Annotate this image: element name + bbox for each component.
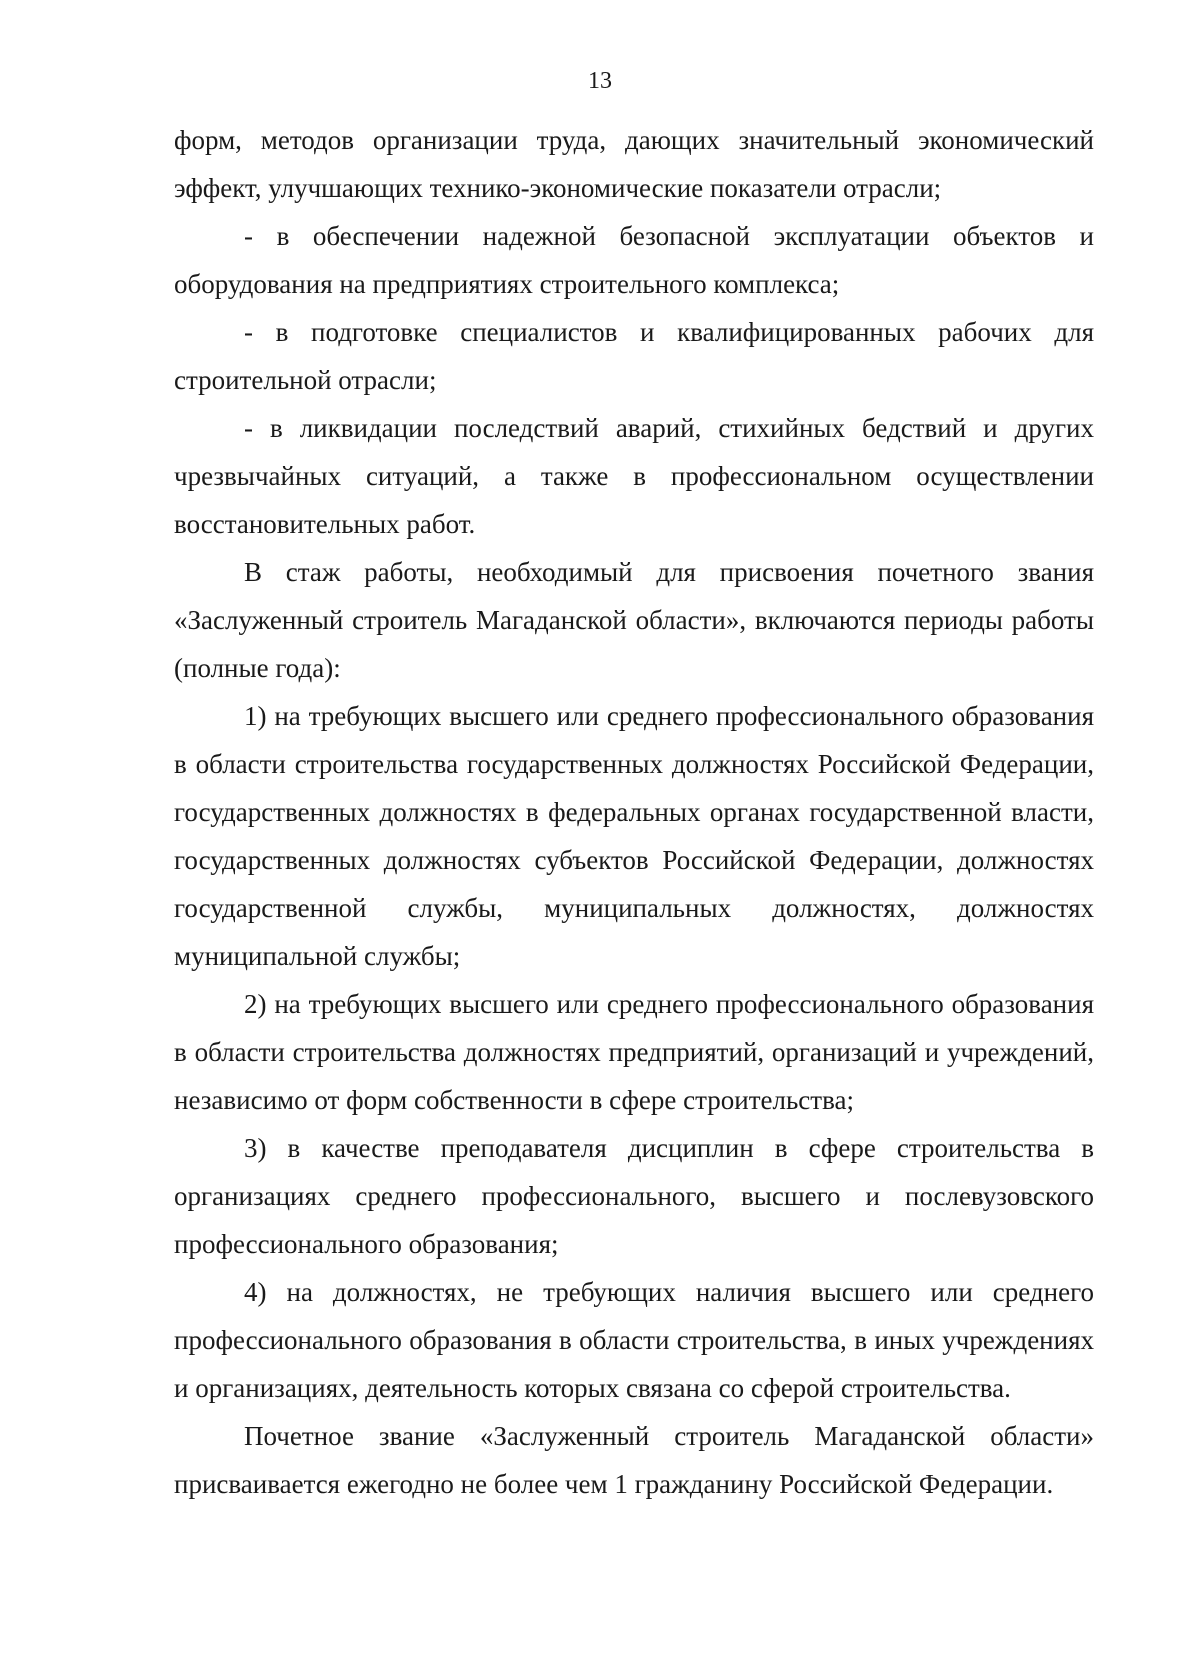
paragraph-bullet-safety: - в обеспечении надежной безопасной эксплуатации объектов и оборудования на предприятиях строительного комплекса; (174, 221, 1094, 299)
document-body (174, 116, 1094, 1508)
paragraph-item-2: 2) на требующих высшего или среднего профессионального образования в области строительства должностях предприятий, организаций и учреждений, независимо от форм собственности в сфере строительства; (174, 989, 1094, 1115)
paragraph-item-1: 1) на требующих высшего или среднего профессионального образования в области строительства государственных должностях Российской Федерации, государственных должностях в федеральных органах государственной власти, государственных должностях субъектов Российской Федерации, должностях государственной службы, муниципальных должностях, должностях муниципальной службы; (174, 701, 1094, 971)
paragraph-award-limit: Почетное звание «Заслуженный строитель Магаданской области» присваивается ежегодно не более чем 1 гражданину Российской Федерации. (174, 1421, 1094, 1499)
paragraph-item-4: 4) на должностях, не требующих наличия высшего или среднего профессионального образования в области строительства, в иных учреждениях и организациях, деятельность которых связана со сферой строительства. (174, 1277, 1094, 1403)
paragraph-bullet-training: - в подготовке специалистов и квалифицированных рабочих для строительной отрасли; (174, 317, 1094, 395)
paragraph-work-experience: В стаж работы, необходимый для присвоения почетного звания «Заслуженный строитель Магаданской области», включаются периоды работы (полные года): (174, 557, 1094, 683)
page-number: 13 (588, 68, 612, 94)
paragraph-item-3: 3) в качестве преподавателя дисциплин в сфере строительства в организациях среднего профессионального, высшего и послевузовского профессионального образования; (174, 1133, 1094, 1259)
paragraph-continuation: форм, методов организации труда, дающих значительный экономический эффект, улучшающих технико-экономические показатели отрасли; (174, 125, 1094, 203)
paragraph-bullet-emergency: - в ликвидации последствий аварий, стихийных бедствий и других чрезвычайных ситуаций, а также в профессиональном осуществлении восстановительных работ. (174, 413, 1094, 539)
